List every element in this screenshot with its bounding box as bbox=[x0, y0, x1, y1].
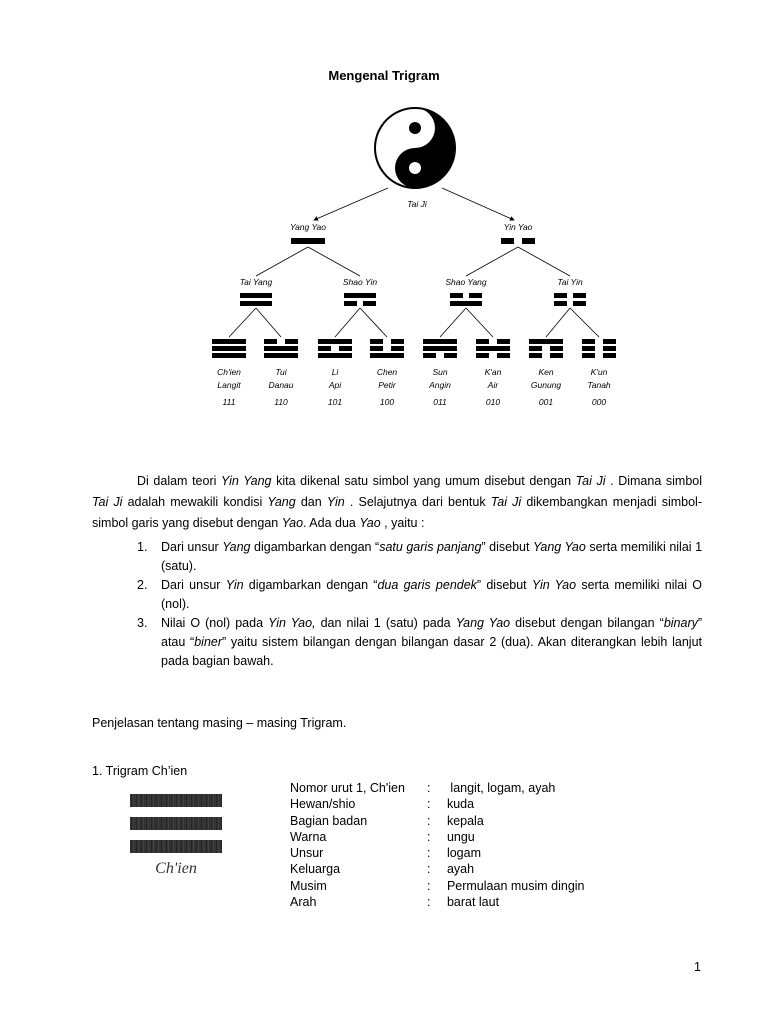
trigram-code: 001 bbox=[538, 397, 554, 407]
yang-line bbox=[423, 346, 457, 351]
trigram-element: Danau bbox=[268, 380, 294, 390]
trigram-code: 110 bbox=[274, 397, 288, 407]
yao-list bbox=[112, 538, 702, 671]
yang-line bbox=[264, 346, 298, 351]
trigram-name: K'an bbox=[484, 367, 502, 377]
yin-line bbox=[573, 293, 586, 298]
trigram-element: Tanah bbox=[587, 380, 611, 390]
trigram-code: 101 bbox=[327, 397, 343, 407]
connector-line bbox=[518, 247, 570, 276]
yang-line bbox=[212, 346, 246, 351]
yang-line bbox=[318, 339, 352, 344]
info-colon: : bbox=[427, 895, 431, 910]
yin-line bbox=[391, 346, 404, 351]
yin-line bbox=[423, 353, 436, 358]
info-key: Hewan/shio bbox=[290, 797, 356, 812]
info-colon: : bbox=[427, 862, 431, 877]
trigram-code: 000 bbox=[591, 397, 607, 407]
yang-line bbox=[240, 293, 272, 298]
yin-line bbox=[476, 339, 489, 344]
yin-line bbox=[318, 346, 331, 351]
level2-label: Shao Yang bbox=[445, 277, 487, 287]
yin-line bbox=[554, 293, 567, 298]
level2-label: Shao Yin bbox=[342, 277, 378, 287]
page-number: 1 bbox=[694, 960, 701, 974]
connector-line bbox=[546, 308, 570, 337]
yin-line bbox=[529, 346, 542, 351]
taiji-label: Tai Ji bbox=[407, 199, 427, 209]
yin-line bbox=[370, 346, 383, 351]
yin-line bbox=[550, 346, 563, 351]
info-key: Unsur bbox=[290, 846, 324, 861]
info-key: Nomor urut 1, Ch'ien bbox=[290, 781, 405, 795]
section-heading: Penjelasan tentang masing – masing Trigram. bbox=[92, 716, 347, 730]
yang-line bbox=[291, 238, 325, 244]
yang-line bbox=[344, 293, 376, 298]
yang-line bbox=[212, 353, 246, 358]
list-item: 3. Nilai O (nol) pada Yin Yao, dan nilai 1 (satu) pada Yang Yao disebut dengan bilangan “binary” atau “biner” yaitu sistem bilangan dengan bilangan dasar 2 (dua). Akan diterangkan lebih lanjut pada bagian bawah. bbox=[137, 616, 703, 668]
info-key: Arah bbox=[290, 895, 317, 910]
trigram-code: 010 bbox=[485, 397, 501, 407]
info-value: kuda bbox=[440, 797, 475, 812]
trigram-name: Li bbox=[331, 367, 339, 377]
yin-line bbox=[444, 353, 457, 358]
info-value: ayah bbox=[440, 862, 475, 877]
intro-paragraph: Di dalam teori Yin Yang kita dikenal satu simbol yang umum disebut dengan Tai Ji . Dimana simbol Tai Ji adalah mewakili kondisi Yang dan Yin . Selajutnya dari bentuk Tai Ji dikembangkan menjadi simbol-simbol garis yang disebut dengan Yao. Ada dua Yao , yaitu : bbox=[92, 474, 703, 530]
trigram-name: K'un bbox=[590, 367, 608, 377]
yin-line bbox=[573, 301, 586, 306]
level1-label: Yang Yao bbox=[290, 222, 326, 232]
info-key: Bagian badan bbox=[290, 813, 368, 828]
trigram-code: 111 bbox=[222, 397, 236, 407]
info-colon: : bbox=[427, 846, 431, 861]
trigram-element: Gunung bbox=[530, 380, 562, 390]
trigram-heading: 1. Trigram Ch’ien bbox=[92, 764, 188, 778]
yin-line bbox=[497, 353, 510, 358]
yang-line bbox=[212, 339, 246, 344]
trigram-element: Langit bbox=[217, 380, 241, 390]
yin-line bbox=[339, 346, 352, 351]
yang-line bbox=[450, 301, 482, 306]
trigram-name: Ch'ien bbox=[217, 367, 241, 377]
list-item: 1. Dari unsur Yang digambarkan dengan “satu garis panjang” disebut Yang Yao serta memiliki nilai 1 (satu). bbox=[137, 540, 703, 573]
yin-line bbox=[603, 339, 616, 344]
trigram-line bbox=[130, 817, 222, 830]
connector-line bbox=[256, 308, 281, 337]
info-value: Permulaan musim dingin bbox=[440, 878, 585, 893]
yin-line bbox=[450, 293, 463, 298]
yin-line bbox=[497, 339, 510, 344]
info-colon: : bbox=[427, 829, 431, 844]
info-value: barat laut bbox=[440, 895, 500, 910]
trigram-code: 011 bbox=[433, 397, 447, 407]
info-key: Keluarga bbox=[290, 862, 341, 877]
connector-line bbox=[360, 308, 387, 337]
connector-line bbox=[335, 308, 360, 337]
yin-line bbox=[476, 353, 489, 358]
connector-line bbox=[466, 247, 518, 276]
yin-line bbox=[554, 301, 567, 306]
level1-label: Yin Yao bbox=[503, 222, 533, 232]
yang-line bbox=[370, 353, 404, 358]
trigram-element: Petir bbox=[378, 380, 396, 390]
chien-trigram-image bbox=[120, 788, 232, 884]
trigram-code: 100 bbox=[379, 397, 395, 407]
level2-label: Tai Yin bbox=[557, 277, 583, 287]
trigram-name: Chen bbox=[376, 367, 398, 377]
trigram-line bbox=[130, 794, 222, 807]
trigram-element: Air bbox=[487, 380, 499, 390]
yin-line bbox=[582, 346, 595, 351]
trigram-derivation-diagram bbox=[202, 104, 632, 416]
yin-line bbox=[501, 238, 514, 244]
connector-line bbox=[229, 308, 256, 337]
trigram-name: Sun bbox=[432, 367, 448, 377]
trigram-image-label: Ch'ien bbox=[155, 860, 197, 877]
yang-line bbox=[318, 353, 352, 358]
info-value: ungu bbox=[440, 829, 475, 844]
trigram-line bbox=[130, 840, 222, 853]
arrow-line bbox=[314, 188, 388, 220]
yin-line bbox=[264, 339, 277, 344]
connector-line bbox=[570, 308, 599, 337]
info-key: Musim bbox=[290, 878, 327, 893]
yin-line bbox=[603, 346, 616, 351]
yin-line bbox=[344, 301, 357, 306]
yin-line bbox=[370, 339, 383, 344]
yin-line bbox=[469, 293, 482, 298]
info-colon: : bbox=[427, 813, 431, 828]
trigram-element: Angin bbox=[429, 380, 451, 390]
yang-line bbox=[264, 353, 298, 358]
connector-line bbox=[440, 308, 466, 337]
yin-line bbox=[603, 353, 616, 358]
page-title: Mengenal Trigram bbox=[328, 68, 440, 83]
yang-line bbox=[529, 339, 563, 344]
info-colon: : bbox=[427, 878, 431, 893]
yin-line bbox=[363, 301, 376, 306]
connector-line bbox=[308, 247, 360, 276]
arrow-line bbox=[442, 188, 514, 220]
list-item: 2. Dari unsur Yin digambarkan dengan “dua garis pendek” disebut Yin Yao serta memiliki nilai O (nol). bbox=[137, 578, 702, 611]
connector-line bbox=[466, 308, 493, 337]
yang-line bbox=[476, 346, 510, 351]
info-value: kepala bbox=[440, 813, 484, 828]
info-colon: : bbox=[427, 781, 431, 795]
level2-label: Tai Yang bbox=[239, 277, 273, 287]
yin-line bbox=[391, 339, 404, 344]
trigram-element: Api bbox=[328, 380, 342, 390]
connector-line bbox=[256, 247, 308, 276]
info-value: langit, logam, ayah bbox=[440, 781, 556, 795]
trigram-name: Ken bbox=[538, 367, 554, 377]
yang-line bbox=[423, 339, 457, 344]
info-value: logam bbox=[440, 846, 481, 861]
yin-line bbox=[285, 339, 298, 344]
yin-line bbox=[550, 353, 563, 358]
yin-line bbox=[582, 339, 595, 344]
trigram-name: Tui bbox=[275, 367, 287, 377]
yin-line bbox=[529, 353, 542, 358]
yang-line bbox=[240, 301, 272, 306]
taiji-icon bbox=[375, 108, 455, 188]
yin-line bbox=[522, 238, 535, 244]
info-key: Warna bbox=[290, 829, 327, 844]
yin-line bbox=[582, 353, 595, 358]
info-colon: : bbox=[427, 797, 431, 812]
